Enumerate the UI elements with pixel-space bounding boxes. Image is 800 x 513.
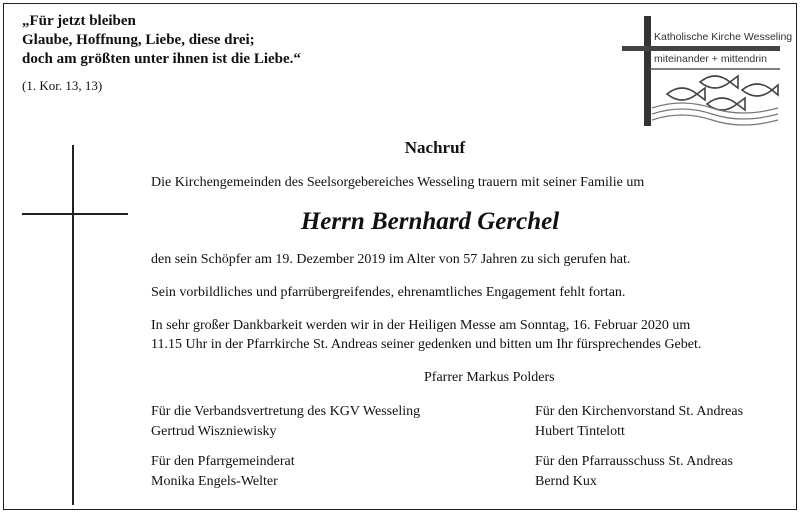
signature-block — [535, 402, 743, 442]
notice-heading: Nachruf — [404, 138, 466, 157]
logo-line-2: miteinander + mittendrin — [654, 53, 767, 65]
signature-person: Gertrud Wiszniewisky — [151, 424, 277, 439]
quote-line-1: „Für jetzt bleiben — [22, 13, 136, 29]
signature-person: Monika Engels-Welter — [151, 474, 278, 489]
deceased-name: Herrn Bernhard Gerchel — [300, 208, 560, 235]
signature-role: Für den Kirchenvorstand St. Andreas — [535, 404, 744, 419]
signature-block — [151, 452, 295, 492]
signature-block — [535, 452, 733, 492]
cross-icon — [22, 145, 128, 505]
quote-line-3: doch am größten unter ihnen ist die Liebe.“ — [22, 51, 301, 67]
notice-paragraph-2: Sein vorbildliches und pfarrübergreifendes, ehrenamtliches Engagement fehlt fortan. — [151, 285, 626, 300]
bible-quote — [22, 12, 301, 69]
quote-line-2: Glaube, Hoffnung, Liebe, diese drei; — [22, 32, 255, 48]
signature-role: Für die Verbandsvertretung des KGV Wesseling — [151, 404, 421, 419]
quote-reference: (1. Kor. 13, 13) — [22, 78, 103, 93]
signature-role: Für den Pfarrgemeinderat — [151, 454, 295, 469]
church-logo — [622, 16, 793, 126]
logo-line-1: Katholische Kirche Wesseling — [654, 31, 793, 43]
signature-person: Bernd Kux — [535, 474, 597, 489]
notice-paragraph-1: den sein Schöpfer am 19. Dezember 2019 im Alter von 57 Jahren zu sich gerufen hat. — [151, 252, 631, 267]
signature-role: Für den Pfarrausschuss St. Andreas — [535, 454, 733, 469]
notice-paragraph-3-line-2: 11.15 Uhr in der Pfarrkirche St. Andreas seiner gedenken und bitten um Ihr fürsprechendes Gebet. — [151, 337, 702, 352]
signature-person: Hubert Tintelott — [535, 424, 625, 439]
priest-name: Pfarrer Markus Polders — [424, 370, 555, 385]
notice-intro: Die Kirchengemeinden des Seelsorgebereiches Wesseling trauern mit seiner Familie um — [151, 175, 645, 190]
notice-paragraph-3-line-1: In sehr großer Dankbarkeit werden wir in der Heiligen Messe am Sonntag, 16. Februar 2020 um — [151, 318, 691, 333]
signature-block — [151, 402, 420, 442]
